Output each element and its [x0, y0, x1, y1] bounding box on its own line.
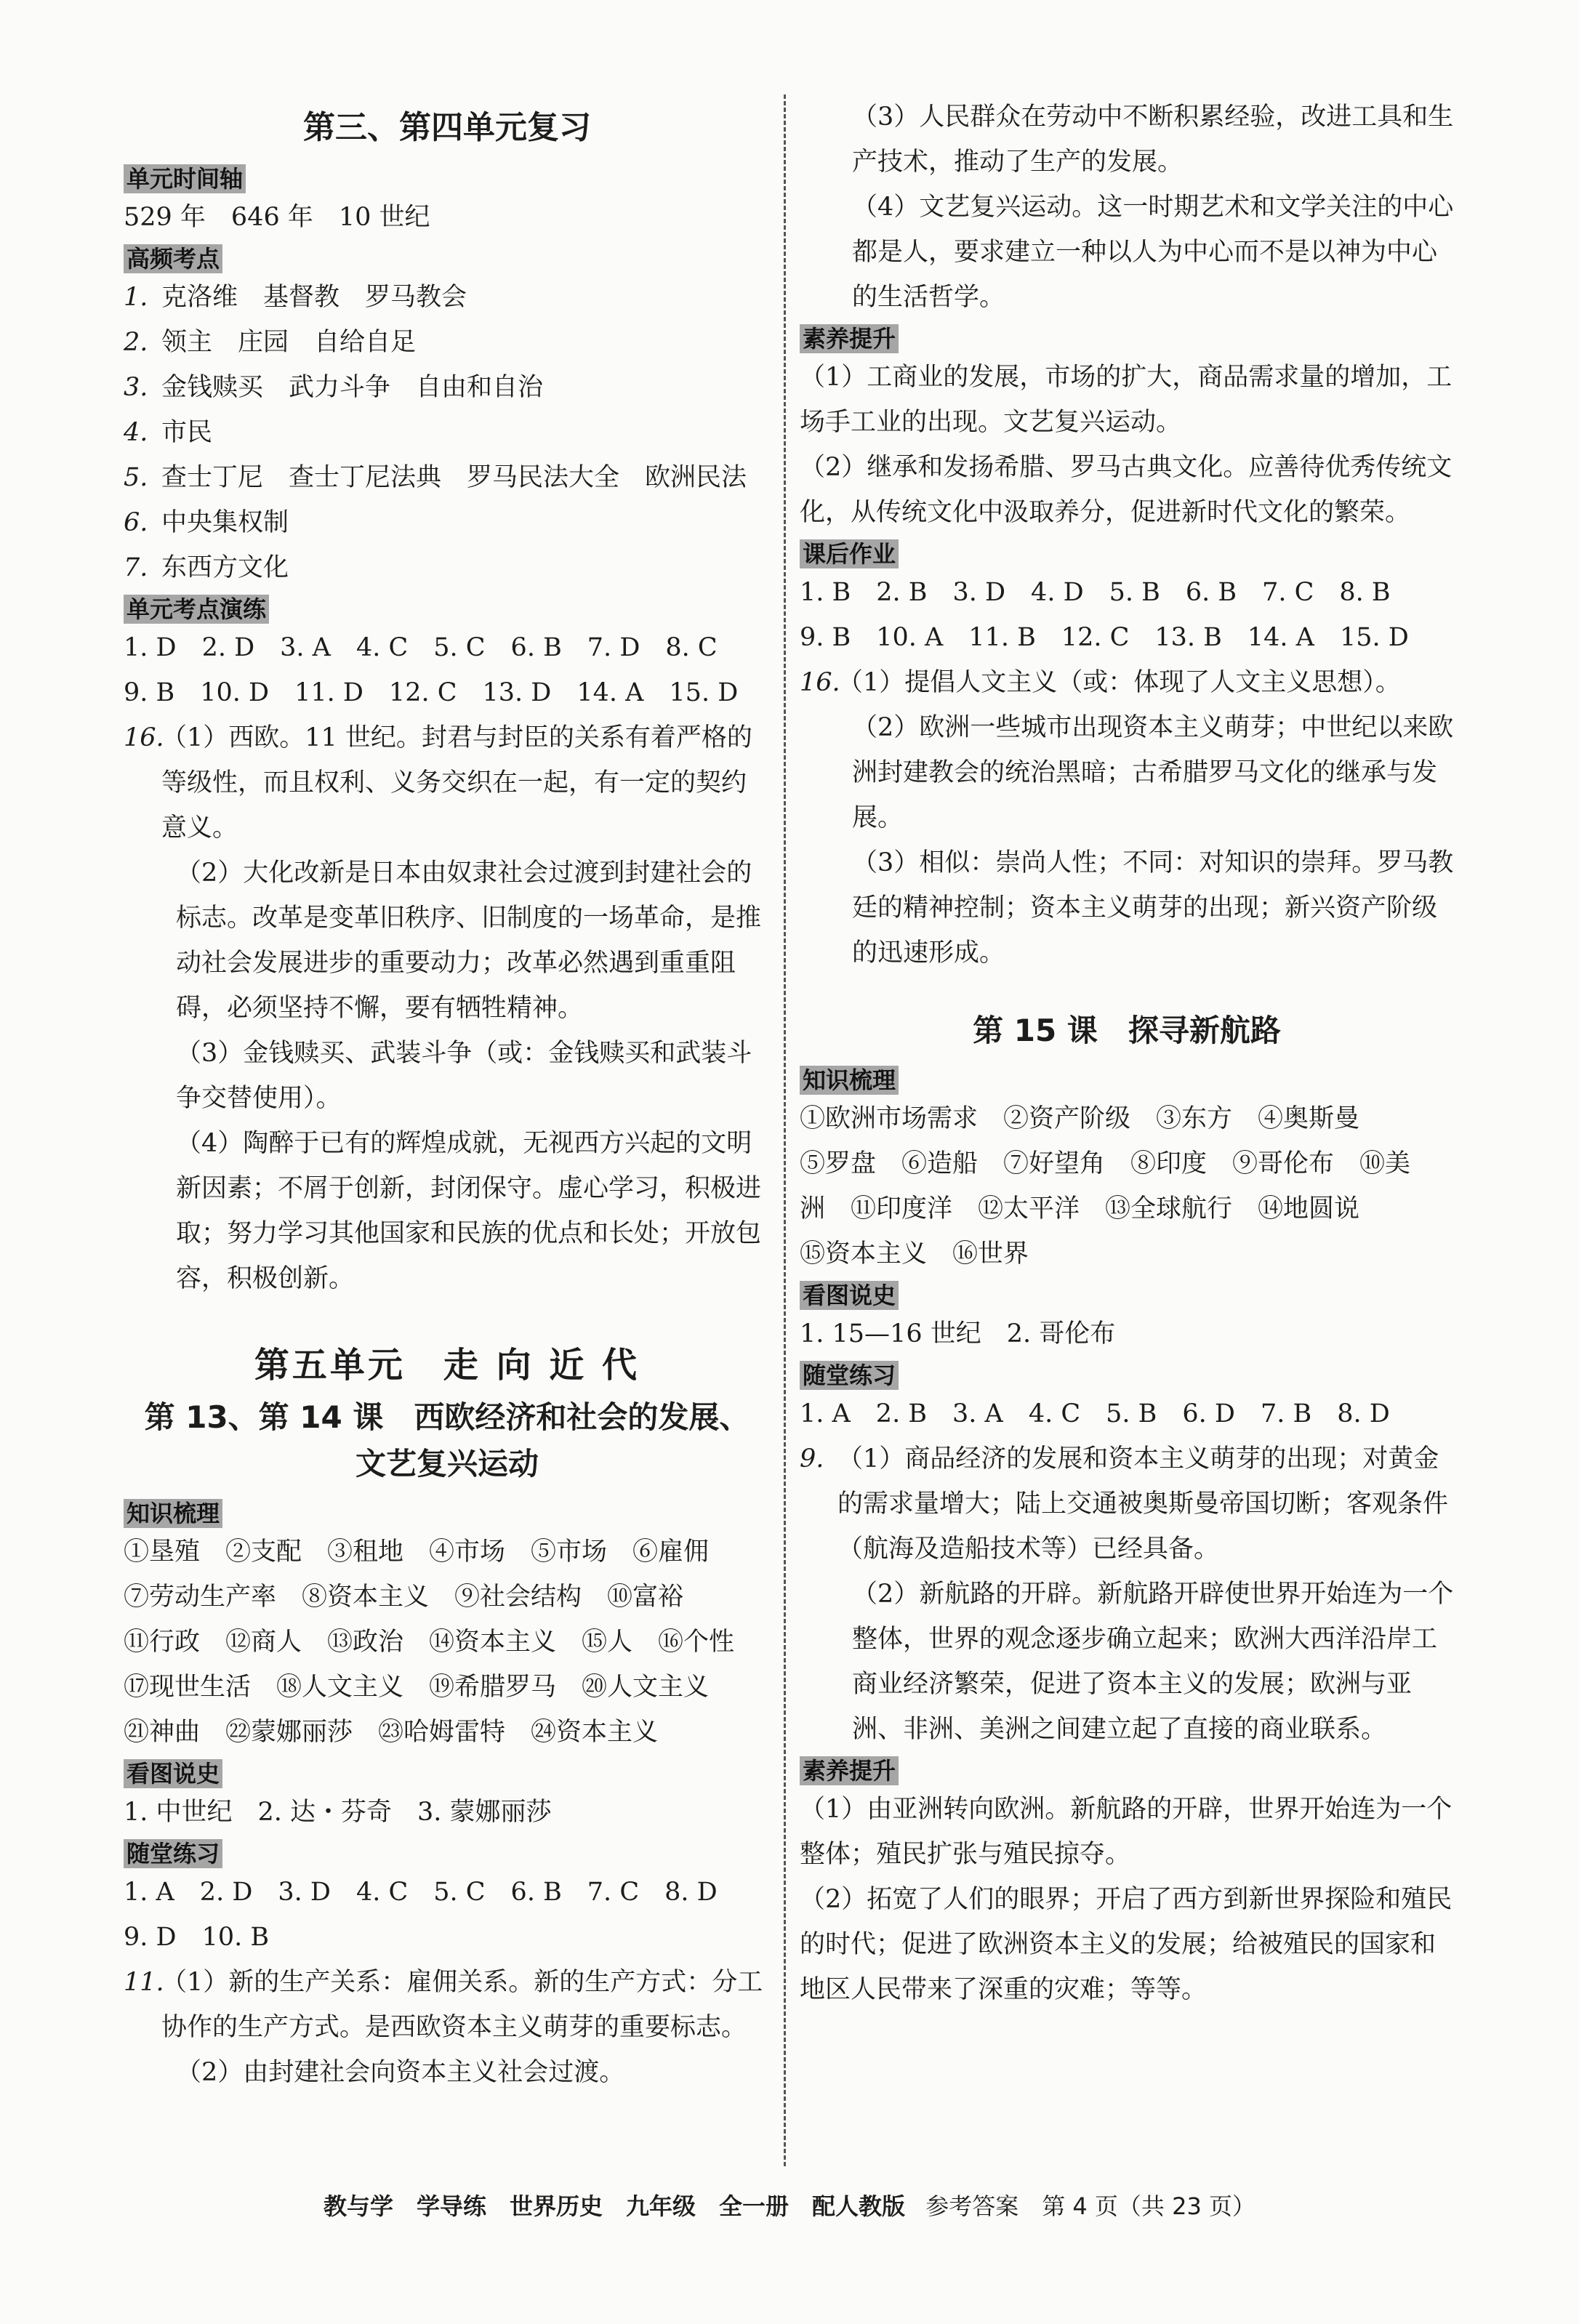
tag-timeline: 单元时间轴 — [124, 164, 246, 193]
lesson-13-14-title: 第 13、第 14 课 西欧经济和社会的发展、 文艺复兴运动 — [144, 1399, 750, 1481]
left-column — [124, 95, 771, 2095]
knowledge-15-row: ⑤罗盘 ⑥造船 ⑦好望角 ⑧印度 ⑨哥伦布 ⑩美 — [800, 1149, 1411, 1178]
knowledge-row: ㉑神曲 ㉒蒙娜丽莎 ㉓哈姆雷特 ㉔资本主义 — [124, 1718, 659, 1747]
practice-q11: 11. （1）新的生产关系：雇佣关系。新的生产方式：分工协作的生产方式。是西欧资本主义萌芽的重要标志。 — [124, 1960, 771, 2050]
tag-picture-history-15: 看图说史 — [800, 1281, 899, 1310]
section-title-unit3-4-review: 第三、第四单元复习 — [303, 109, 591, 146]
unit5-title: 第五单元 走 向 近 代 — [254, 1345, 640, 1386]
drill-q16-part-3: （3）金钱赎买、武装斗争（或：金钱赎买和武装斗争交替使用）。 — [176, 1039, 752, 1113]
drill-q16: 16. （1）西欧。11 世纪。封君与封臣的关系有着严格的等级性，而且权利、义务交织在一起，有一定的契约意义。 — [124, 715, 771, 851]
practice-q11-part-1: （1）新的生产关系：雇佣关系。新的生产方式：分工协作的生产方式。是西欧资本主义萌芽的重要标志。 — [161, 1968, 763, 2042]
tag-literacy-1: 素养提升 — [800, 324, 899, 353]
tag-class-practice-15: 随堂练习 — [800, 1361, 899, 1390]
right-column — [800, 95, 1454, 2012]
picture-15-answers: 1. 15—16 世纪 2. 哥伦布 — [800, 1319, 1116, 1348]
literacy-1-part-2: （2）继承和发扬希腊、罗马古典文化。应善待优秀传统文化，从传统文化中汲取养分，促进新时代文化的繁荣。 — [800, 453, 1453, 527]
key-point-item: 1. 克洛维 基督教 罗马教会 — [124, 283, 467, 312]
practice-answers-row-1: 1. A 2. D 3. D 4. C 5. C 6. B 7. C 8. D — [124, 1878, 718, 1907]
cont-part-3: （3）人民群众在劳动中不断积累经验，改进工具和生产技术，推动了生产的发展。 — [852, 102, 1454, 177]
picture-answers: 1. 中世纪 2. 达・芬奇 3. 蒙娜丽莎 — [124, 1798, 552, 1827]
drill-answers-row-2: 9. B 10. D 11. D 12. C 13. D 14. A 15. D — [124, 678, 739, 707]
drill-q16-part-4: （4）陶醉于已有的辉煌成就，无视西方兴起的文明新因素；不屑于创新，封闭保守。虚心学习，积极进取；努力学习其他国家和民族的优点和长处；开放包容，积极创新。 — [176, 1129, 762, 1293]
literacy-1-part-1: （1）工商业的发展，市场的扩大，商品需求量的增加，工场手工业的出现。文艺复兴运动。 — [800, 363, 1453, 437]
key-point-item: 5. 查士丁尼 查士丁尼法典 罗马民法大全 欧洲民法 — [124, 463, 747, 492]
footer-page-info: 参考答案 第 4 页（共 23 页） — [925, 2192, 1255, 2220]
cont-part-4: （4）文艺复兴运动。这一时期艺术和文学关注的中心都是人，要求建立一种以人为中心而不是以神为中心的生活哲学。 — [852, 193, 1454, 312]
homework-q16-part-2: （2）欧洲一些城市出现资本主义萌芽；中世纪以来欧洲封建教会的统治黑暗；古希腊罗马文化的继承与发展。 — [852, 713, 1454, 832]
column-divider — [784, 95, 786, 2166]
homework-q16-part-3: （3）相似：崇尚人性；不同：对知识的崇拜。罗马教廷的精神控制；资本主义萌芽的出现；新兴资产阶级的迅速形成。 — [852, 848, 1454, 968]
knowledge-row: ⑦劳动生产率 ⑧资本主义 ⑨社会结构 ⑩富裕 — [124, 1583, 684, 1612]
homework-answers-row-1: 1. B 2. B 3. D 4. D 5. B 6. B 7. C 8. B — [800, 578, 1391, 607]
tag-knowledge: 知识梳理 — [124, 1499, 222, 1528]
tag-class-practice: 随堂练习 — [124, 1839, 222, 1868]
timeline-text: 529 年 646 年 10 世纪 — [124, 203, 430, 232]
drill-q16-part-1: （1）西欧。11 世纪。封君与封臣的关系有着严格的等级性，而且权利、义务交织在一起，有一定的契约意义。 — [161, 723, 752, 843]
tag-literacy-2: 素养提升 — [800, 1756, 899, 1785]
tag-knowledge-15: 知识梳理 — [800, 1066, 899, 1095]
knowledge-15-row: ①欧洲市场需求 ②资产阶级 ③东方 ④奥斯曼 — [800, 1104, 1360, 1133]
practice-q11-part-2: （2）由封建社会向资本主义社会过渡。 — [176, 2058, 625, 2087]
tag-unit-drill: 单元考点演练 — [124, 595, 269, 624]
practice-15-q9-part-2: （2）新航路的开辟。新航路开辟使世界开始连为一个整体，世界的观念逐步确立起来；欧洲大西洋沿岸工商业经济繁荣，促进了资本主义的发展；欧洲与亚洲、非洲、美洲之间建立起了直接的商业联系。 — [852, 1580, 1454, 1744]
page-footer — [0, 2192, 1579, 2221]
knowledge-row: ①垦殖 ②支配 ③租地 ④市场 ⑤市场 ⑥雇佣 — [124, 1537, 710, 1567]
lesson-15-title: 第 15 课 探寻新航路 — [973, 1013, 1281, 1048]
homework-q16: 16. （1）提倡人文主义（或：体现了人文主义思想）。 — [800, 660, 1454, 705]
literacy-2-part-2: （2）拓宽了人们的眼界；开启了西方到新世界探险和殖民的时代；促进了欧洲资本主义的发展；给被殖民的国家和地区人民带来了深重的灾难；等等。 — [800, 1885, 1453, 2004]
practice-15-answers-row-1: 1. A 2. B 3. A 4. C 5. B 6. D 7. B 8. D — [800, 1399, 1390, 1428]
drill-q16-part-2: （2）大化改新是日本由奴隶社会过渡到封建社会的标志。改革是变革旧秩序、旧制度的一场革命，是推动社会发展进步的重要动力；改革必然遇到重重阻碍，必须坚持不懈，要有牺牲精神。 — [176, 859, 762, 1023]
tag-homework: 课后作业 — [800, 539, 899, 568]
practice-15-q9-part-1: （1）商品经济的发展和资本主义萌芽的出现；对黄金的需求量增大；陆上交通被奥斯曼帝国切断；客观条件（航海及造船技术等）已经具备。 — [837, 1444, 1449, 1564]
homework-q16-part-1: （1）提倡人文主义（或：体现了人文主义思想）。 — [837, 668, 1401, 697]
footer-series: 教与学 学导练 世界历史 九年级 全一册 配人教版 — [324, 2192, 906, 2220]
knowledge-row: ⑰现世生活 ⑱人文主义 ⑲希腊罗马 ⑳人文主义 — [124, 1673, 710, 1702]
knowledge-15-row: 洲 ⑪印度洋 ⑫太平洋 ⑬全球航行 ⑭地圆说 — [800, 1194, 1360, 1223]
key-point-item: 3. 金钱赎买 武力斗争 自由和自治 — [124, 373, 544, 402]
knowledge-row: ⑪行政 ⑫商人 ⑬政治 ⑭资本主义 ⑮人 ⑯个性 — [124, 1628, 735, 1657]
key-point-item: 6. 中央集权制 — [124, 508, 289, 537]
practice-15-q9: 9. （1）商品经济的发展和资本主义萌芽的出现；对黄金的需求量增大；陆上交通被奥斯曼帝国切断；客观条件（航海及造船技术等）已经具备。 — [800, 1436, 1454, 1572]
key-point-item: 4. 市民 — [124, 418, 213, 447]
key-point-item: 7. 东西方文化 — [124, 553, 289, 582]
drill-answers-row-1: 1. D 2. D 3. A 4. C 5. C 6. B 7. D 8. C — [124, 633, 718, 662]
key-point-item: 2. 领主 庄园 自给自足 — [124, 328, 417, 357]
literacy-2-part-1: （1）由亚洲转向欧洲。新航路的开辟，世界开始连为一个整体；殖民扩张与殖民掠夺。 — [800, 1795, 1453, 1869]
practice-answers-row-2: 9. D 10. B — [124, 1923, 270, 1952]
knowledge-15-row: ⑮资本主义 ⑯世界 — [800, 1239, 1029, 1268]
homework-answers-row-2: 9. B 10. A 11. B 12. C 13. B 14. A 15. D — [800, 623, 1409, 652]
tag-picture-history: 看图说史 — [124, 1759, 222, 1788]
tag-key-points: 高频考点 — [124, 244, 222, 273]
